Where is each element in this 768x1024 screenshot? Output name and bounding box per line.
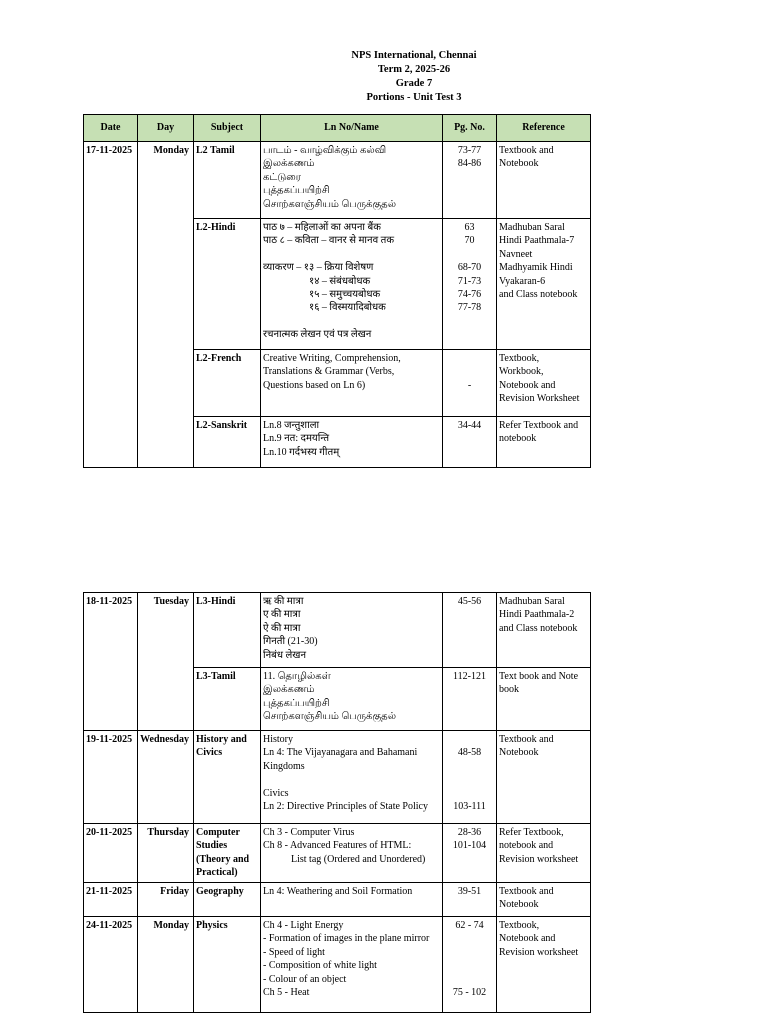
lesson-cell [261,824,443,883]
lesson-line: Ln.9 नत: दमयन्ति [263,433,330,445]
table-row [84,824,591,883]
page-line: 39-51 [457,886,482,897]
page-line: 77-78 [457,302,482,314]
page-line: 45-56 [457,596,482,607]
lesson-line: List tag (Ordered and Unordered) [291,853,426,865]
page-line: 34-44 [457,420,482,431]
reference-cell [497,350,591,417]
subject-cell: L3-Tamil [194,668,261,731]
lesson-line: गिनती (21-30) [263,636,318,648]
page-line: 70 [464,235,475,247]
lesson-line: रचनात्मक लेखन एवं पत्र लेखन [263,329,372,341]
reference-cell [497,883,591,917]
lesson-line: Ch 4 - Light Energy [263,920,344,931]
reference-line: Refer Textbook, [499,827,564,838]
lesson-line: Ln 4: Weathering and Soil Formation [263,886,413,897]
subject-cell: L2-Hindi [194,219,261,350]
col-ln-name: Ln No/Name [261,115,443,142]
page-line: 101-104 [452,840,487,852]
day-cell: Monday [138,917,194,1013]
document-header [0,49,768,105]
page-line: 73-77 [457,145,482,156]
date-cell: 19-11-2025 [84,731,138,824]
term: Term 2, 2025-26 [377,64,451,75]
table-row [84,142,591,219]
reference-line: Revision worksheet [499,853,579,865]
page-line: 62 - 74 [455,920,484,931]
subject-cell: Computer Studies (Theory and Practical) [194,824,261,883]
page-line: - [467,379,472,391]
reference-cell [497,917,591,1013]
reference-line: Hindi Paathmala-7 [499,235,575,247]
page-line: 68-70 [457,262,482,274]
subject-cell: Geography [194,883,261,917]
reference-line: notebook and [499,840,554,852]
reference-line: Textbook and [499,886,554,897]
reference-line: Revision Worksheet [499,393,580,405]
reference-line: Notebook [499,899,539,911]
lesson-line: ऋ की मात्रा [263,596,304,607]
page-cell [443,883,497,917]
reference-line: Text book and Note [499,671,579,682]
reference-cell [497,142,591,219]
lesson-line: History [263,734,293,745]
reference-line: Textbook and [499,734,554,745]
col-pg-no: Pg. No. [443,115,497,142]
page-cell [443,668,497,731]
page-line: 84-86 [457,158,482,170]
portions-table-1 [83,114,591,468]
page-cell [443,917,497,1013]
reference-line: Textbook, [499,920,540,931]
lesson-line: - Colour of an object [263,973,347,985]
reference-line: Madhuban Saral [499,596,565,607]
reference-cell [497,731,591,824]
page-cell [443,417,497,468]
page-cell [443,219,497,350]
page-line: 63 [464,222,475,233]
page-line: 112-121 [453,671,486,682]
date-cell: 24-11-2025 [84,917,138,1013]
lesson-line: ऐ की मात्रा [263,622,301,634]
day-cell: Friday [138,883,194,917]
reference-line: Vyakaran-6 [499,275,546,287]
lesson-line: व्याकरण – १३ – क्रिया विशेषण [263,262,374,274]
col-subject: Subject [194,115,261,142]
lesson-line: १५ – समुच्चयबोधक [309,289,381,301]
lesson-line: சொற்களஞ்சியம் பெருக்குதல் [263,711,396,723]
reference-cell [497,417,591,468]
reference-line: Madhuban Saral [499,222,565,233]
lesson-line: இலக்கணம் [263,684,315,696]
lesson-line: Kingdoms [263,760,305,772]
lesson-line: புத்தகப்பயிற்சி [263,185,330,197]
subject-cell: History and Civics [194,731,261,824]
reference-line: Notebook and [499,379,556,391]
page-cell [443,142,497,219]
reference-cell [497,824,591,883]
lesson-cell [261,593,443,668]
page-line: 74-76 [457,289,482,301]
lesson-line: Ln 2: Directive Principles of State Policy [263,801,428,813]
document-title: Portions - Unit Test 3 [366,92,462,103]
subject-cell: L3-Hindi [194,593,261,668]
lesson-cell [261,142,443,219]
page-line: 48-58 [457,747,482,759]
lesson-line: Ch 5 - Heat [263,987,310,999]
day-cell: Tuesday [138,593,194,731]
reference-line: Refer Textbook and [499,420,579,431]
lesson-line: १४ – संबंधबोधक [309,275,371,287]
lesson-line: Ch 8 - Advanced Features of HTML: [263,840,412,852]
lesson-line: Ln.8 जन्तुशाला [263,420,320,431]
subject-cell: L2-French [194,350,261,417]
col-day: Day [138,115,194,142]
page-line: 103-111 [453,800,486,812]
table-row [84,593,591,668]
day-cell: Wednesday [138,731,194,824]
lesson-line: Ln 4: The Vijayanagara and Bahamani [263,747,418,759]
reference-line: Notebook [499,747,539,759]
table-header-row [84,115,591,142]
lesson-line: Ln.10 गर्दभस्य गीतम् [263,446,340,458]
grade: Grade 7 [395,78,433,89]
lesson-cell [261,668,443,731]
table-row [84,731,591,824]
reference-line: notebook [499,433,537,445]
lesson-cell [261,731,443,824]
lesson-cell [261,417,443,468]
lesson-line: புத்தகப்பயிற்சி [263,697,330,709]
reference-line: Textbook, [499,353,540,364]
reference-line: and Class notebook [499,622,578,634]
col-date: Date [84,115,138,142]
lesson-line: சொற்களஞ்சியம் பெருக்குதல் [263,198,396,210]
subject-cell: Physics [194,917,261,1013]
reference-line: Notebook and [499,933,556,945]
reference-line: Textbook and Notebook [499,145,554,170]
reference-line: Workbook, [499,366,544,378]
reference-line: Madhyamik Hindi [499,262,573,274]
lesson-line: Ch 3 - Computer Virus [263,827,355,838]
reference-line: Navneet [499,248,533,260]
reference-line: Revision worksheet [499,946,579,958]
date-cell: 18-11-2025 [84,593,138,731]
lesson-line: पाठ ८ – कविता – वानर से मानव तक [263,235,395,247]
lesson-line: 11. தொழில்கள் [263,671,331,682]
table-row [84,883,591,917]
lesson-line: - Composition of white light [263,960,377,972]
reference-cell [497,593,591,668]
reference-cell [497,219,591,350]
lesson-line: Creative Writing, Comprehension, [263,353,401,364]
page-cell [443,593,497,668]
lesson-line: Questions based on Ln 6) [263,379,366,391]
day-cell: Thursday [138,824,194,883]
portions-table-2 [83,592,591,1013]
page-line: 28-36 [457,827,482,838]
lesson-cell [261,350,443,417]
lesson-cell [261,917,443,1013]
page-cell [443,824,497,883]
lesson-line: पाठ ७ – महिलाओं का अपना बैंक [263,222,381,233]
page-line: 71-73 [457,275,482,287]
lesson-line: Civics [263,787,289,799]
page-cell [443,731,497,824]
subject-cell: L2 Tamil [194,142,261,219]
date-cell: 21-11-2025 [84,883,138,917]
col-reference: Reference [497,115,591,142]
lesson-line: निबंध लेखन [263,649,307,661]
reference-cell [497,668,591,731]
lesson-line: பாடம் - வாழ்விக்கும் கல்வி [263,145,387,156]
lesson-cell [261,219,443,350]
lesson-line: கட்டுரை [263,171,301,183]
reference-line: book [499,684,519,696]
lesson-line: ए की मात्रा [263,609,301,621]
lesson-line: - Speed of light [263,946,325,958]
lesson-cell [261,883,443,917]
school-name: NPS International, Chennai [351,50,477,61]
reference-line: Hindi Paathmala-2 [499,609,575,621]
reference-line: and Class notebook [499,289,578,301]
date-cell: 20-11-2025 [84,824,138,883]
page-cell [443,350,497,417]
lesson-line: Translations & Grammar (Verbs, [263,366,395,378]
lesson-line: இலக்கணம் [263,158,315,170]
date-cell: 17-11-2025 [84,142,138,468]
day-cell: Monday [138,142,194,468]
lesson-line: १६ – विस्मयादिबोधक [309,302,386,314]
lesson-line: - Formation of images in the plane mirror [263,933,430,945]
subject-cell: L2-Sanskrit [194,417,261,468]
table-row [84,917,591,1013]
page-line: 75 - 102 [452,986,487,998]
